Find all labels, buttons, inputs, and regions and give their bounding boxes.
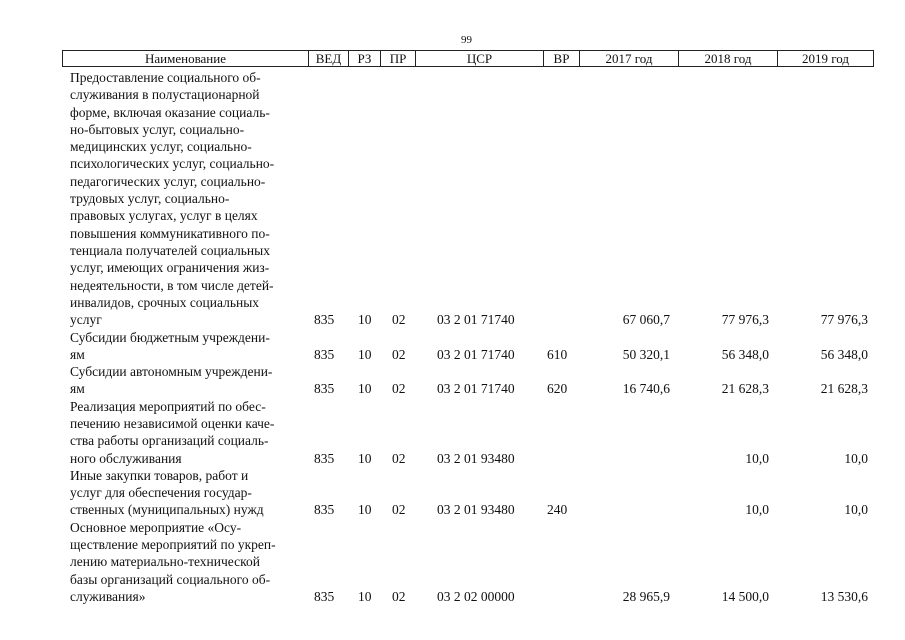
row-name-line: инвалидов, срочных социальных xyxy=(70,294,260,310)
header-name: Наименование xyxy=(145,51,226,66)
header-pr: ПР xyxy=(380,51,415,66)
table-row xyxy=(62,329,874,364)
row-name xyxy=(70,398,308,467)
cell-y2018: 10,0 xyxy=(745,450,769,466)
row-name-line: трудовых услуг, социально- xyxy=(70,191,230,207)
cell-ved: 835 xyxy=(314,589,335,604)
table-row xyxy=(62,467,874,519)
row-name xyxy=(70,363,308,398)
row-name-line: ям xyxy=(70,381,85,397)
cell-y2018: 10,0 xyxy=(745,502,769,518)
row-name-line: ного обслуживания xyxy=(70,450,182,466)
cell-rz: 10 xyxy=(358,312,372,328)
header-rz: РЗ xyxy=(348,51,380,66)
row-name-line: услуг для обеспечения государ- xyxy=(70,485,252,501)
cell-pr: 02 xyxy=(392,589,406,604)
table-row xyxy=(62,398,874,467)
header-2018: 2018 год xyxy=(678,51,777,66)
cell-pr: 02 xyxy=(392,346,406,362)
cell-pr: 02 xyxy=(392,502,406,518)
cell-y2019: 21 628,3 xyxy=(820,381,868,397)
cell-csr: 03 2 02 00000 xyxy=(437,589,515,604)
cell-vr: 240 xyxy=(547,502,568,518)
table-row xyxy=(62,69,874,329)
cell-rz: 10 xyxy=(358,381,372,397)
header-2019: 2019 год xyxy=(777,51,873,66)
row-name-line: ществление мероприятий по укреп- xyxy=(70,537,276,553)
cell-y2018: 14 500,0 xyxy=(721,589,769,604)
header-csr: ЦСР xyxy=(415,51,543,66)
cell-csr: 03 2 01 71740 xyxy=(437,312,515,328)
cell-rz: 10 xyxy=(358,450,372,466)
cell-y2019: 56 348,0 xyxy=(820,346,868,362)
cell-csr: 03 2 01 71740 xyxy=(437,346,515,362)
cell-y2018: 56 348,0 xyxy=(721,346,769,362)
row-name xyxy=(70,69,308,328)
row-name-line: Иные закупки товаров, работ и xyxy=(70,467,249,483)
row-name-line: медицинских услуг, социально- xyxy=(70,139,252,155)
cell-csr: 03 2 01 93480 xyxy=(437,450,515,466)
row-name-line: Субсидии автономным учреждени- xyxy=(70,364,273,380)
cell-y2019: 77 976,3 xyxy=(820,312,868,328)
row-name-line: базы организаций социального об- xyxy=(70,571,271,587)
cell-y2017: 50 320,1 xyxy=(622,346,670,362)
table-row xyxy=(62,363,874,398)
table-header xyxy=(62,50,874,67)
cell-ved: 835 xyxy=(314,312,335,328)
page-number: 99 xyxy=(461,34,472,46)
cell-csr: 03 2 01 93480 xyxy=(437,502,515,518)
row-name-line: Субсидии бюджетным учреждени- xyxy=(70,329,270,345)
cell-vr: 610 xyxy=(547,346,568,362)
header-2017: 2017 год xyxy=(579,51,678,66)
row-name-line: услуг, имеющих ограничения жиз- xyxy=(70,260,270,276)
cell-pr: 02 xyxy=(392,312,406,328)
cell-rz: 10 xyxy=(358,346,372,362)
cell-ved: 835 xyxy=(314,450,335,466)
cell-y2017: 28 965,9 xyxy=(622,589,670,604)
row-name xyxy=(70,329,308,364)
row-name-line: услуг xyxy=(70,312,102,328)
row-name-line: психологических услуг, социально- xyxy=(70,156,275,172)
row-name-line: но-бытовых услуг, социально- xyxy=(70,121,245,137)
row-name-line: Основное мероприятие «Осу- xyxy=(70,519,242,535)
row-name-line: педагогических услуг, социально- xyxy=(70,173,266,189)
cell-pr: 02 xyxy=(392,381,406,397)
row-name-line: лению материально-технической xyxy=(70,554,260,570)
cell-rz: 10 xyxy=(358,589,372,604)
cell-y2018: 77 976,3 xyxy=(721,312,769,328)
row-name-line: служивания» xyxy=(70,588,146,604)
row-name-line: недеятельности, в том числе детей- xyxy=(70,277,274,293)
row-name-line: ственных (муниципальных) нужд xyxy=(70,502,264,518)
cell-ved: 835 xyxy=(314,381,335,397)
row-name xyxy=(70,467,308,519)
header-ved: ВЕД xyxy=(308,51,348,66)
cell-pr: 02 xyxy=(392,450,406,466)
row-name-line: повышения коммуникативного по- xyxy=(70,225,270,241)
row-name-line: Предоставление социального об- xyxy=(70,70,261,85)
cell-rz: 10 xyxy=(358,502,372,518)
row-name-line: правовых услугах, услуг в целях xyxy=(70,208,258,224)
row-name xyxy=(70,519,308,605)
cell-y2017: 16 740,6 xyxy=(622,381,670,397)
row-name-line: тенциала получателей социальных xyxy=(70,242,270,258)
cell-ved: 835 xyxy=(314,502,335,518)
cell-csr: 03 2 01 71740 xyxy=(437,381,515,397)
row-name-line: печению независимой оценки каче- xyxy=(70,415,275,431)
row-name-line: ям xyxy=(70,346,85,362)
cell-y2018: 21 628,3 xyxy=(721,381,769,397)
cell-y2019: 10,0 xyxy=(844,502,868,518)
row-name-line: Реализация мероприятий по обес- xyxy=(70,398,266,414)
table-row xyxy=(62,519,874,606)
row-name-line: форме, включая оказание социаль- xyxy=(70,104,270,120)
cell-y2017: 67 060,7 xyxy=(622,312,670,328)
cell-ved: 835 xyxy=(314,346,335,362)
header-vr: ВР xyxy=(543,51,579,66)
cell-vr: 620 xyxy=(547,381,568,397)
cell-y2019: 13 530,6 xyxy=(820,589,868,604)
row-name-line: служивания в полустационарной xyxy=(70,87,260,103)
cell-y2019: 10,0 xyxy=(844,450,868,466)
row-name-line: ства работы организаций социаль- xyxy=(70,433,269,449)
